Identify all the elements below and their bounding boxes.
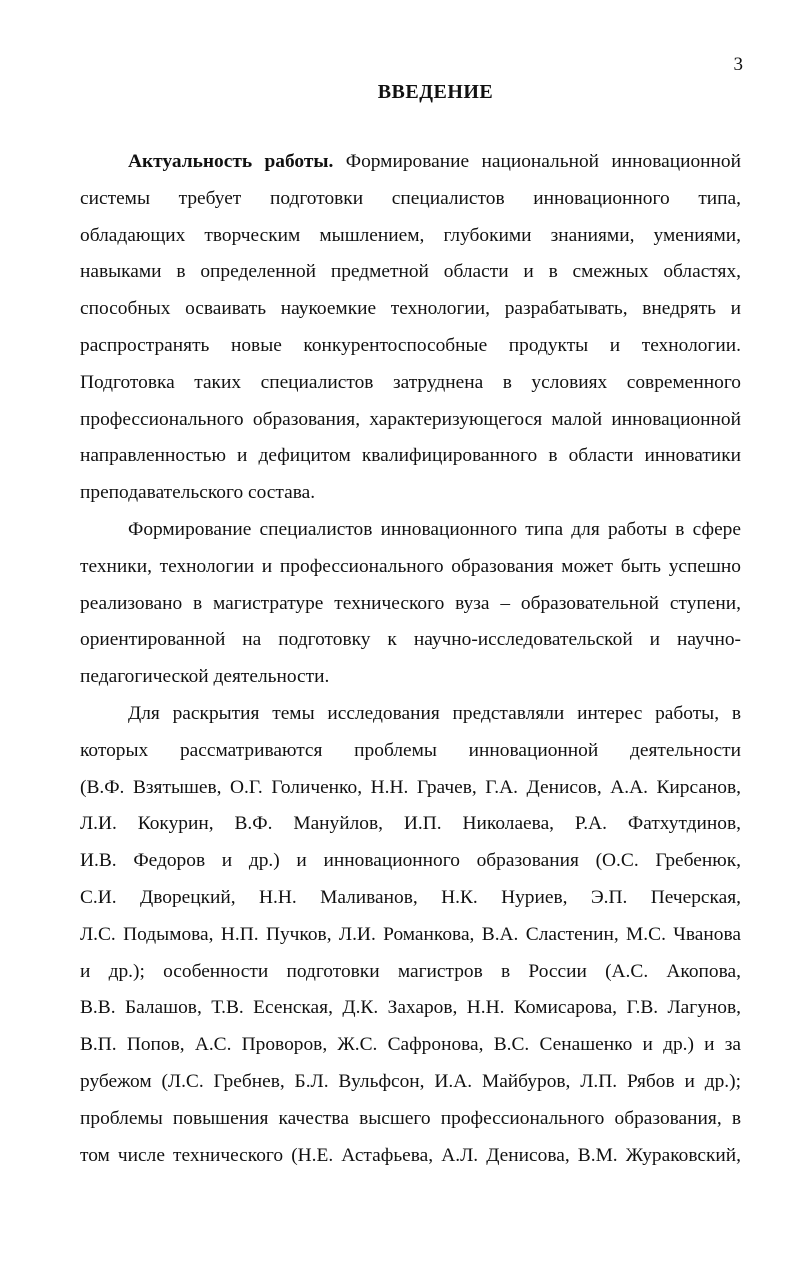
paragraph-literature-review [80,700,741,1178]
text-line: реализовано в магистратуре технического вуза – образовательной ступени, [80,592,741,614]
text-line: педагогической деятельности. [80,666,330,688]
paragraph-relevance [80,148,741,516]
text-line: том числе технического (Н.Е. Астафьева, А.Л. Денисова, В.М. Жураковский, [80,1144,741,1166]
text-line: ориентированной на подготовку к научно-исследовательской и научно- [80,629,741,651]
page-title: ВВЕДЕНИЕ [377,81,494,103]
text-line: Формирование специалистов инновационного типа для работы в сфере [128,518,741,540]
text-line: направленностью и дефицитом квалифицированного в области инноватики [80,445,741,467]
text-line: обладающих творческим мышлением, глубокими знаниями, умениями, [80,224,741,246]
text-line: преподавательского состава. [80,482,316,504]
paragraph-innovation-specialists [80,516,741,700]
text-line: профессионального образования, характеризующегося малой инновационной [80,408,741,430]
text-line [80,148,741,185]
text-line: проблемы повышения качества высшего профессионального образования, в [80,1107,741,1129]
text-line: Для раскрытия темы исследования представляли интерес работы, в [128,702,741,724]
text-line: которых рассматриваются проблемы инновационной деятельности [80,739,741,761]
text-line: навыками в определенной предметной области и в смежных областях, [80,261,741,283]
text-line: (В.Ф. Взятышев, О.Г. Голиченко, Н.Н. Грачев, Г.А. Денисов, А.А. Кирсанов, [80,776,741,798]
text-line: рубежом (Л.С. Гребнев, Б.Л. Вульфсон, И.А. Майбуров, Л.П. Рябов и др.); [80,1070,741,1092]
text-line: С.И. Дворецкий, Н.Н. Маливанов, Н.К. Нуриев, Э.П. Печерская, [80,886,741,908]
text-line: и др.); особенности подготовки магистров в России (А.С. Акопова, [80,960,741,982]
relevance-heading: Актуальность работы. [128,151,334,172]
text-line: техники, технологии и профессионального образования может быть успешно [80,555,741,577]
page-number: 3 [733,54,743,75]
text-line: распространять новые конкурентоспособные продукты и технологии. [80,334,741,356]
text-line: И.В. Федоров и др.) и инновационного образования (О.С. Гребенюк, [80,850,741,872]
text-line: Л.И. Кокурин, В.Ф. Мануйлов, И.П. Николаева, Р.А. Фатхутдинов, [80,813,741,835]
text-line: Л.С. Подымова, Н.П. Пучков, Л.И. Романкова, В.А. Сластенин, М.С. Чванова [80,923,741,945]
text-line: способных осваивать наукоемкие технологии, разрабатывать, внедрять и [80,298,741,320]
text-line: В.В. Балашов, Т.В. Есенская, Д.К. Захаров, Н.Н. Комисарова, Г.В. Лагунов, [80,997,741,1019]
line-text: Формирование национальной инновационной [333,151,742,172]
text-line: системы требует подготовки специалистов инновационного типа, [80,187,741,209]
body-text [80,148,741,1178]
text-line: Подготовка таких специалистов затруднена в условиях современного [80,371,741,393]
text-line: В.П. Попов, А.С. Проворов, Ж.С. Сафронова, В.С. Сенашенко и др.) и за [80,1034,741,1056]
